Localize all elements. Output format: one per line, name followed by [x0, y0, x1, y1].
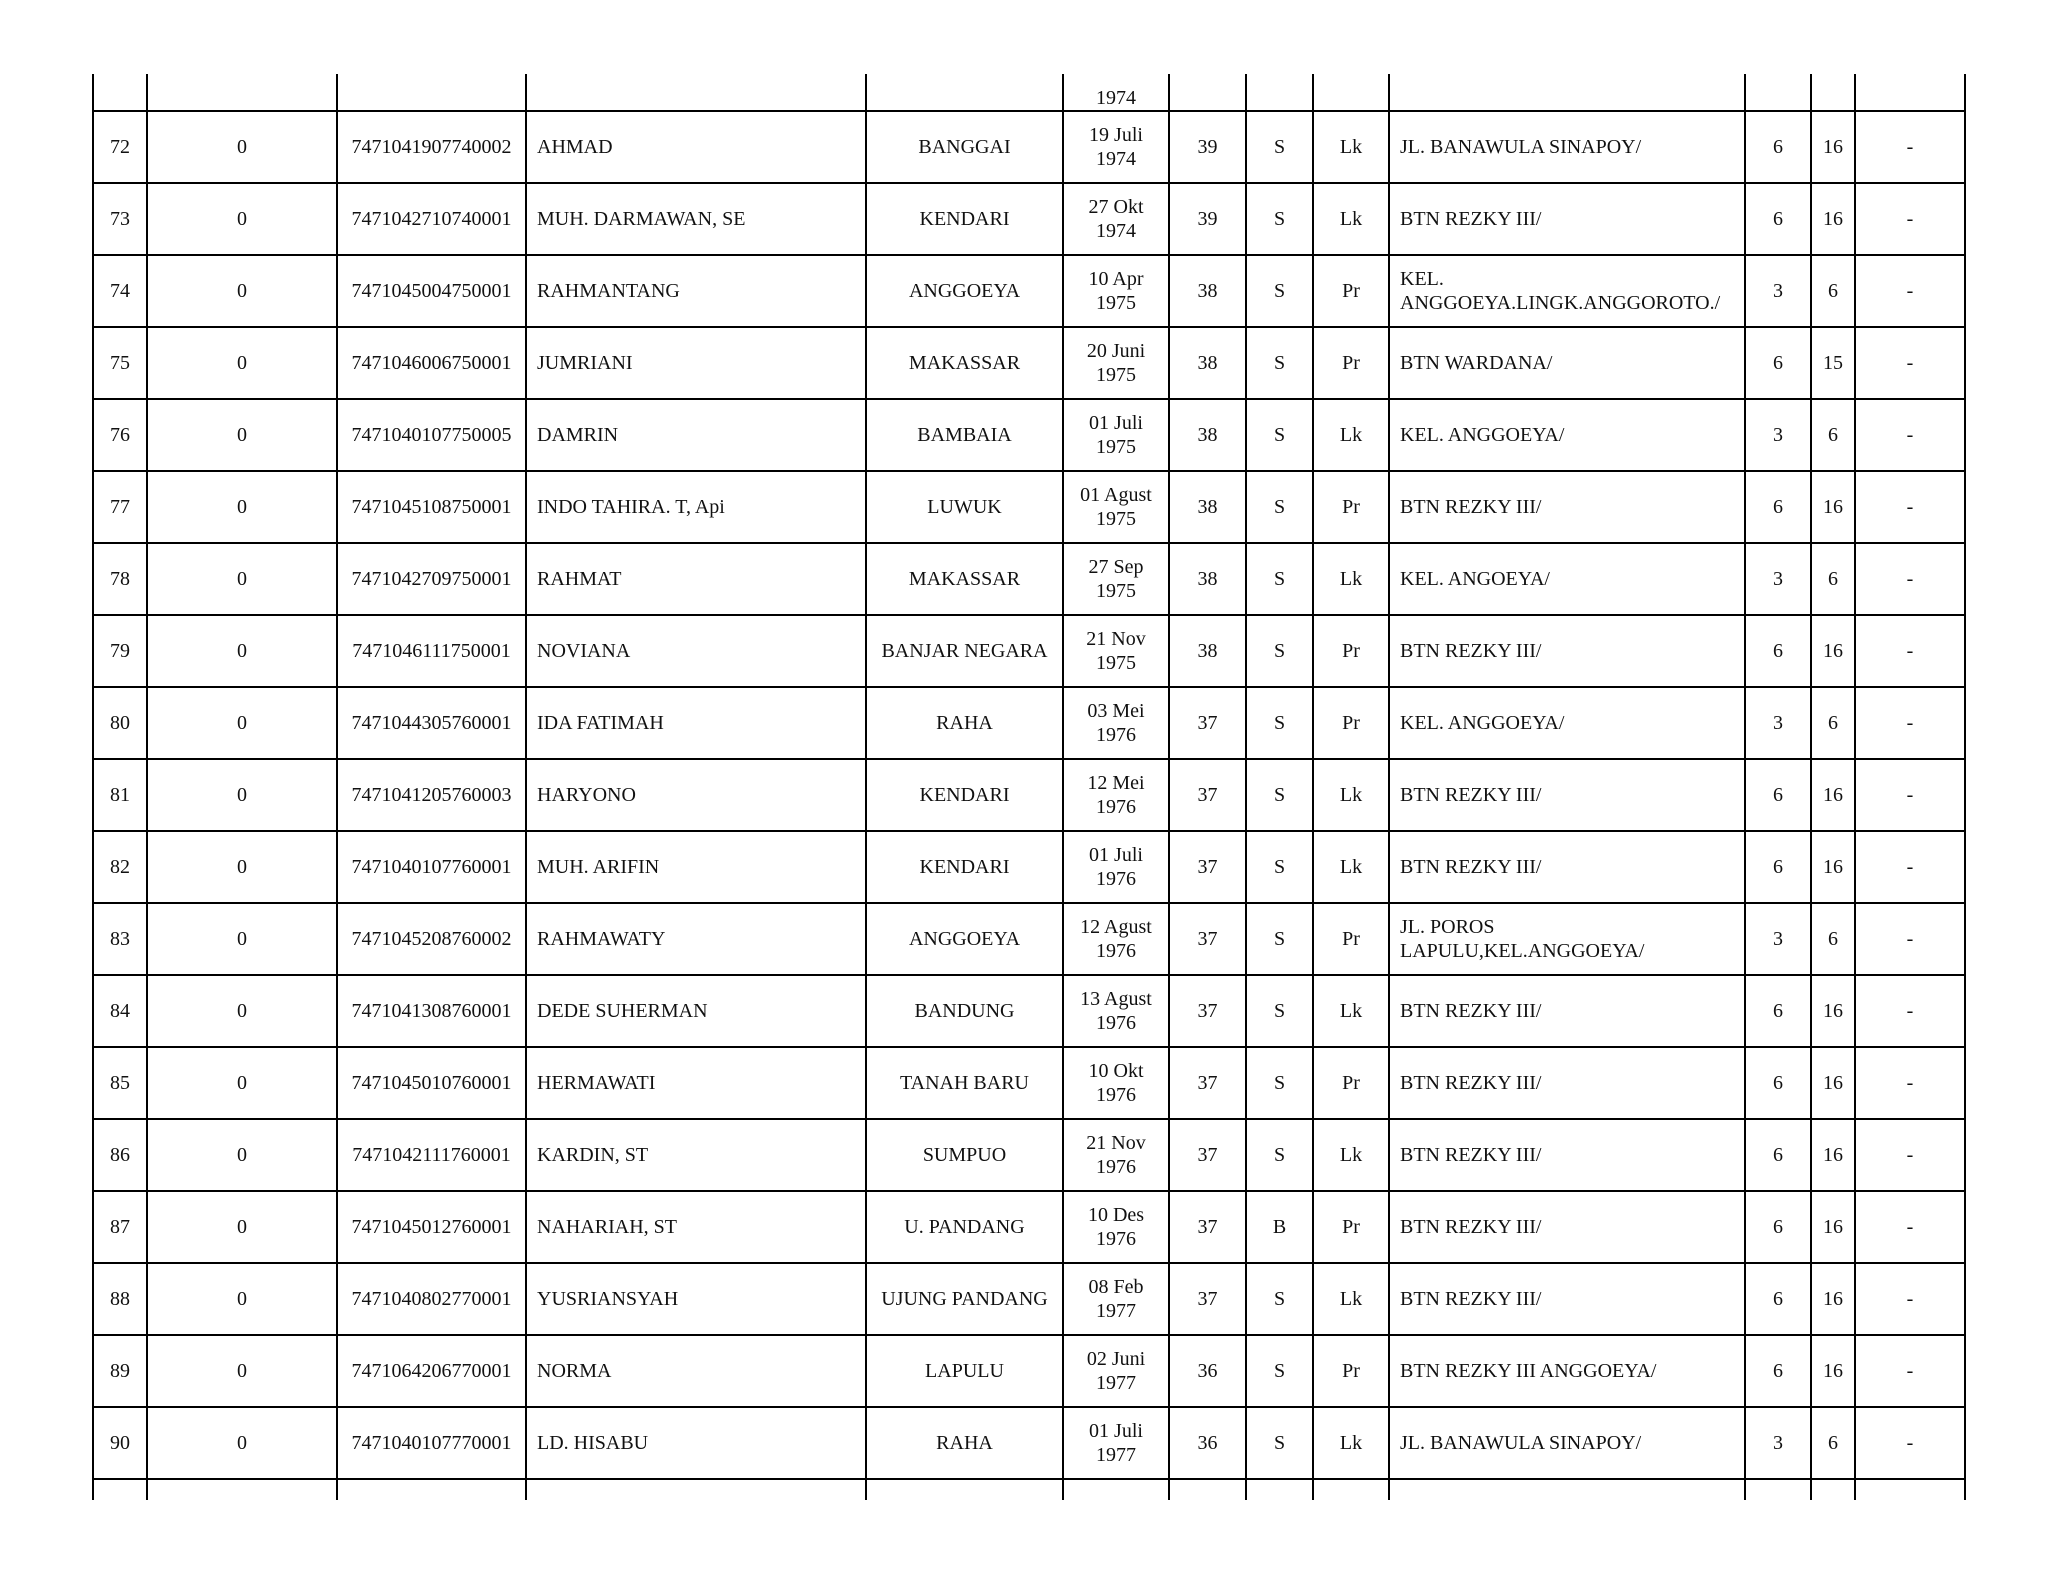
- cell-empty: [1063, 1479, 1169, 1500]
- cell-birthdate: 01 Juli 1975: [1063, 399, 1169, 471]
- cell-no: 81: [93, 759, 147, 831]
- cell-rt: 6: [1745, 1335, 1811, 1407]
- cell-marital-status: S: [1246, 615, 1313, 687]
- cell-rw: 16: [1811, 1191, 1855, 1263]
- cell-gender: Lk: [1313, 975, 1389, 1047]
- cell-nkk-flag: 0: [147, 759, 337, 831]
- cell-birthdate: 01 Juli 1977: [1063, 1407, 1169, 1479]
- cell-no: 89: [93, 1335, 147, 1407]
- cell-no: 86: [93, 1119, 147, 1191]
- table-row: [93, 1119, 1965, 1191]
- cell-no: 75: [93, 327, 147, 399]
- cell-marital-status: [1246, 74, 1313, 111]
- cell-nik: 7471044305760001: [337, 687, 526, 759]
- cell-name: RAHMAWATY: [526, 903, 866, 975]
- cell-birthplace: BANGGAI: [866, 111, 1063, 183]
- cell-rw: 6: [1811, 903, 1855, 975]
- cell-note: -: [1855, 1047, 1965, 1119]
- table-row: [93, 255, 1965, 327]
- cell-marital-status: S: [1246, 399, 1313, 471]
- cell-address: KEL. ANGGOEYA/: [1389, 399, 1745, 471]
- cell-rw: 16: [1811, 1335, 1855, 1407]
- cell-rt: 3: [1745, 687, 1811, 759]
- cell-rw: [1811, 74, 1855, 111]
- cell-marital-status: S: [1246, 1407, 1313, 1479]
- cell-empty: [1169, 1479, 1246, 1500]
- cell-empty: [93, 1479, 147, 1500]
- cell-name: JUMRIANI: [526, 327, 866, 399]
- cell-marital-status: S: [1246, 1335, 1313, 1407]
- cell-rt: 6: [1745, 471, 1811, 543]
- cell-rt: [1745, 74, 1811, 111]
- cell-birthdate: 20 Juni 1975: [1063, 327, 1169, 399]
- cell-birthdate: 1974: [1063, 74, 1169, 111]
- cell-no: 72: [93, 111, 147, 183]
- cell-name: NOVIANA: [526, 615, 866, 687]
- table-row: [93, 1263, 1965, 1335]
- cell-note: -: [1855, 111, 1965, 183]
- cell-birthdate: 27 Okt 1974: [1063, 183, 1169, 255]
- cell-birthplace: LUWUK: [866, 471, 1063, 543]
- cell-gender: Lk: [1313, 1119, 1389, 1191]
- cell-empty: [866, 1479, 1063, 1500]
- cell-birthplace: KENDARI: [866, 183, 1063, 255]
- cell-address: BTN REZKY III ANGGOEYA/: [1389, 1335, 1745, 1407]
- cell-address: JL. BANAWULA SINAPOY/: [1389, 1407, 1745, 1479]
- cell-rt: 6: [1745, 615, 1811, 687]
- cell-age: 38: [1169, 327, 1246, 399]
- cell-nik: 7471042709750001: [337, 543, 526, 615]
- cell-marital-status: S: [1246, 1047, 1313, 1119]
- cell-address: BTN REZKY III/: [1389, 615, 1745, 687]
- cell-age: 37: [1169, 831, 1246, 903]
- cell-name: YUSRIANSYAH: [526, 1263, 866, 1335]
- cell-rw: 6: [1811, 687, 1855, 759]
- cell-birthdate: 19 Juli 1974: [1063, 111, 1169, 183]
- cell-rw: 6: [1811, 1407, 1855, 1479]
- cell-gender: Lk: [1313, 759, 1389, 831]
- cell-nik: 7471040107770001: [337, 1407, 526, 1479]
- cell-marital-status: S: [1246, 903, 1313, 975]
- resident-register-table: [92, 74, 1966, 1500]
- cell-rt: 6: [1745, 975, 1811, 1047]
- cell-birthplace: U. PANDANG: [866, 1191, 1063, 1263]
- cell-marital-status: S: [1246, 831, 1313, 903]
- cell-note: -: [1855, 1119, 1965, 1191]
- cell-no: 90: [93, 1407, 147, 1479]
- cell-birthdate: 01 Agust 1975: [1063, 471, 1169, 543]
- cell-nik: [337, 74, 526, 111]
- cell-rt: 3: [1745, 1407, 1811, 1479]
- cell-birthdate: 21 Nov 1976: [1063, 1119, 1169, 1191]
- cell-name: AHMAD: [526, 111, 866, 183]
- cell-no: 76: [93, 399, 147, 471]
- cell-note: -: [1855, 615, 1965, 687]
- cell-nkk-flag: 0: [147, 111, 337, 183]
- cell-address: BTN REZKY III/: [1389, 975, 1745, 1047]
- cell-rw: 16: [1811, 183, 1855, 255]
- cell-marital-status: S: [1246, 759, 1313, 831]
- table-row: [93, 615, 1965, 687]
- table-row: [93, 1335, 1965, 1407]
- cell-name: HERMAWATI: [526, 1047, 866, 1119]
- cell-gender: [1313, 74, 1389, 111]
- cell-note: -: [1855, 255, 1965, 327]
- cell-address: KEL. ANGOEYA/: [1389, 543, 1745, 615]
- cell-birthplace: BAMBAIA: [866, 399, 1063, 471]
- cell-birthplace: TANAH BARU: [866, 1047, 1063, 1119]
- cell-rt: 3: [1745, 399, 1811, 471]
- cell-rt: 6: [1745, 1191, 1811, 1263]
- cell-nkk-flag: 0: [147, 1191, 337, 1263]
- cell-note: -: [1855, 975, 1965, 1047]
- cell-nik: 7471041205760003: [337, 759, 526, 831]
- cell-nkk-flag: 0: [147, 399, 337, 471]
- cell-birthdate: 10 Apr 1975: [1063, 255, 1169, 327]
- cell-no: 77: [93, 471, 147, 543]
- cell-empty: [1745, 1479, 1811, 1500]
- cell-rt: 6: [1745, 759, 1811, 831]
- cell-nkk-flag: 0: [147, 1263, 337, 1335]
- cell-empty: [1811, 1479, 1855, 1500]
- cell-address: BTN REZKY III/: [1389, 183, 1745, 255]
- cell-age: 38: [1169, 255, 1246, 327]
- cell-birthdate: 10 Okt 1976: [1063, 1047, 1169, 1119]
- cell-birthplace: BANDUNG: [866, 975, 1063, 1047]
- cell-nkk-flag: 0: [147, 903, 337, 975]
- table-row: [93, 687, 1965, 759]
- table-row: [93, 975, 1965, 1047]
- cell-rw: 16: [1811, 471, 1855, 543]
- cell-gender: Pr: [1313, 327, 1389, 399]
- cell-address: KEL. ANGGOEYA.LINGK.ANGGOROTO./: [1389, 255, 1745, 327]
- cell-age: 38: [1169, 543, 1246, 615]
- cell-no: 79: [93, 615, 147, 687]
- cell-nik: 7471064206770001: [337, 1335, 526, 1407]
- cell-no: 82: [93, 831, 147, 903]
- cell-name: [526, 74, 866, 111]
- cell-gender: Pr: [1313, 687, 1389, 759]
- cell-marital-status: S: [1246, 111, 1313, 183]
- cell-birthdate: 02 Juni 1977: [1063, 1335, 1169, 1407]
- cell-nik: 7471046111750001: [337, 615, 526, 687]
- cell-empty: [1313, 1479, 1389, 1500]
- cell-rt: 6: [1745, 1047, 1811, 1119]
- cell-name: IDA FATIMAH: [526, 687, 866, 759]
- cell-rw: 6: [1811, 255, 1855, 327]
- cell-no: 83: [93, 903, 147, 975]
- cell-address: BTN REZKY III/: [1389, 831, 1745, 903]
- cell-note: -: [1855, 903, 1965, 975]
- table-row: [93, 543, 1965, 615]
- cell-address: BTN REZKY III/: [1389, 759, 1745, 831]
- cell-gender: Pr: [1313, 255, 1389, 327]
- table-row: [93, 111, 1965, 183]
- cell-gender: Pr: [1313, 471, 1389, 543]
- cell-note: -: [1855, 543, 1965, 615]
- cell-name: RAHMAT: [526, 543, 866, 615]
- table-row: [93, 759, 1965, 831]
- cell-birthplace: LAPULU: [866, 1335, 1063, 1407]
- cell-nik: 7471046006750001: [337, 327, 526, 399]
- cell-nik: 7471045108750001: [337, 471, 526, 543]
- cell-age: 38: [1169, 399, 1246, 471]
- cell-note: -: [1855, 327, 1965, 399]
- cell-nkk-flag: 0: [147, 1119, 337, 1191]
- table-row: [93, 1191, 1965, 1263]
- cell-age: 37: [1169, 903, 1246, 975]
- cell-age: 37: [1169, 1119, 1246, 1191]
- cell-nkk-flag: 0: [147, 1335, 337, 1407]
- cell-rw: 16: [1811, 111, 1855, 183]
- cell-birthplace: SUMPUO: [866, 1119, 1063, 1191]
- cell-rt: 6: [1745, 831, 1811, 903]
- cell-rw: 6: [1811, 399, 1855, 471]
- cell-nik: 7471042710740001: [337, 183, 526, 255]
- cell-gender: Lk: [1313, 831, 1389, 903]
- cell-name: NORMA: [526, 1335, 866, 1407]
- cell-birthdate: 10 Des 1976: [1063, 1191, 1169, 1263]
- cell-address: KEL. ANGGOEYA/: [1389, 687, 1745, 759]
- cell-nkk-flag: 0: [147, 543, 337, 615]
- cell-gender: Lk: [1313, 111, 1389, 183]
- cell-note: -: [1855, 183, 1965, 255]
- cell-rw: 16: [1811, 975, 1855, 1047]
- cell-empty: [1389, 1479, 1745, 1500]
- cell-nkk-flag: [147, 74, 337, 111]
- cell-empty: [147, 1479, 337, 1500]
- cell-gender: Lk: [1313, 543, 1389, 615]
- cell-no: [93, 74, 147, 111]
- cell-marital-status: S: [1246, 255, 1313, 327]
- cell-birthplace: ANGGOEYA: [866, 255, 1063, 327]
- cell-rt: 6: [1745, 1119, 1811, 1191]
- cell-address: BTN REZKY III/: [1389, 471, 1745, 543]
- cell-marital-status: S: [1246, 1119, 1313, 1191]
- cell-rw: 16: [1811, 615, 1855, 687]
- cell-birthdate: 13 Agust 1976: [1063, 975, 1169, 1047]
- cell-birthplace: RAHA: [866, 1407, 1063, 1479]
- cell-gender: Pr: [1313, 615, 1389, 687]
- cell-marital-status: S: [1246, 183, 1313, 255]
- cell-nik: 7471045012760001: [337, 1191, 526, 1263]
- cell-birthdate: 08 Feb 1977: [1063, 1263, 1169, 1335]
- table-row: [93, 1407, 1965, 1479]
- cell-name: RAHMANTANG: [526, 255, 866, 327]
- cell-no: 85: [93, 1047, 147, 1119]
- cell-age: 36: [1169, 1335, 1246, 1407]
- cell-rw: 16: [1811, 759, 1855, 831]
- cell-marital-status: B: [1246, 1191, 1313, 1263]
- cell-age: 38: [1169, 471, 1246, 543]
- cell-nkk-flag: 0: [147, 255, 337, 327]
- cell-rt: 6: [1745, 327, 1811, 399]
- cell-rw: 6: [1811, 543, 1855, 615]
- cell-nik: 7471040107760001: [337, 831, 526, 903]
- cell-marital-status: S: [1246, 975, 1313, 1047]
- cell-birthplace: MAKASSAR: [866, 543, 1063, 615]
- cell-name: LD. HISABU: [526, 1407, 866, 1479]
- cell-nik: 7471041308760001: [337, 975, 526, 1047]
- cell-birthplace: BANJAR NEGARA: [866, 615, 1063, 687]
- cell-rt: 3: [1745, 255, 1811, 327]
- cell-note: -: [1855, 1407, 1965, 1479]
- cell-age: 37: [1169, 1047, 1246, 1119]
- cell-rw: 16: [1811, 831, 1855, 903]
- cell-name: NAHARIAH, ST: [526, 1191, 866, 1263]
- cell-nik: 7471045208760002: [337, 903, 526, 975]
- table-row: [93, 471, 1965, 543]
- cell-nik: 7471045010760001: [337, 1047, 526, 1119]
- cell-no: 84: [93, 975, 147, 1047]
- cell-note: -: [1855, 831, 1965, 903]
- cell-nik: 7471045004750001: [337, 255, 526, 327]
- cell-address: [1389, 74, 1745, 111]
- cell-rt: 3: [1745, 903, 1811, 975]
- cell-address: BTN REZKY III/: [1389, 1119, 1745, 1191]
- cell-no: 88: [93, 1263, 147, 1335]
- cell-marital-status: S: [1246, 471, 1313, 543]
- cell-no: 78: [93, 543, 147, 615]
- cell-empty: [337, 1479, 526, 1500]
- cell-rw: 16: [1811, 1047, 1855, 1119]
- cell-rw: 16: [1811, 1263, 1855, 1335]
- table-row: [93, 399, 1965, 471]
- cell-empty: [1246, 1479, 1313, 1500]
- cell-marital-status: S: [1246, 543, 1313, 615]
- cell-name: MUH. DARMAWAN, SE: [526, 183, 866, 255]
- cell-gender: Lk: [1313, 1263, 1389, 1335]
- cell-age: 39: [1169, 111, 1246, 183]
- cell-no: 73: [93, 183, 147, 255]
- cell-nik: 7471040107750005: [337, 399, 526, 471]
- cell-rt: 3: [1745, 543, 1811, 615]
- cell-name: KARDIN, ST: [526, 1119, 866, 1191]
- cell-birthdate: 27 Sep 1975: [1063, 543, 1169, 615]
- cell-gender: Pr: [1313, 1047, 1389, 1119]
- cell-birthdate: 03 Mei 1976: [1063, 687, 1169, 759]
- table-row: [93, 183, 1965, 255]
- table-row: [93, 831, 1965, 903]
- cell-gender: Pr: [1313, 1191, 1389, 1263]
- cell-name: DEDE SUHERMAN: [526, 975, 866, 1047]
- cell-name: HARYONO: [526, 759, 866, 831]
- cell-no: 87: [93, 1191, 147, 1263]
- cell-birthplace: ANGGOEYA: [866, 903, 1063, 975]
- cell-empty: [1855, 1479, 1965, 1500]
- cell-age: 37: [1169, 1191, 1246, 1263]
- cell-no: 74: [93, 255, 147, 327]
- cell-age: 37: [1169, 687, 1246, 759]
- cell-age: 38: [1169, 615, 1246, 687]
- cell-gender: Lk: [1313, 183, 1389, 255]
- table-row: [93, 1047, 1965, 1119]
- cell-age: 37: [1169, 759, 1246, 831]
- cell-birthplace: RAHA: [866, 687, 1063, 759]
- table-row-continues: [93, 1479, 1965, 1500]
- cell-age: 37: [1169, 1263, 1246, 1335]
- cell-nkk-flag: 0: [147, 1047, 337, 1119]
- cell-nkk-flag: 0: [147, 975, 337, 1047]
- cell-rt: 6: [1745, 111, 1811, 183]
- cell-nkk-flag: 0: [147, 687, 337, 759]
- cell-nkk-flag: 0: [147, 327, 337, 399]
- cell-note: [1855, 74, 1965, 111]
- cell-birthplace: UJUNG PANDANG: [866, 1263, 1063, 1335]
- cell-nkk-flag: 0: [147, 183, 337, 255]
- cell-rw: 16: [1811, 1119, 1855, 1191]
- cell-birthdate: 01 Juli 1976: [1063, 831, 1169, 903]
- cell-name: DAMRIN: [526, 399, 866, 471]
- cell-gender: Pr: [1313, 903, 1389, 975]
- cell-marital-status: S: [1246, 687, 1313, 759]
- cell-name: INDO TAHIRA. T, Api: [526, 471, 866, 543]
- cell-birthdate: 12 Mei 1976: [1063, 759, 1169, 831]
- cell-age: 39: [1169, 183, 1246, 255]
- cell-birthplace: KENDARI: [866, 759, 1063, 831]
- cell-birthdate: 21 Nov 1975: [1063, 615, 1169, 687]
- cell-gender: Pr: [1313, 1335, 1389, 1407]
- cell-nkk-flag: 0: [147, 615, 337, 687]
- cell-marital-status: S: [1246, 327, 1313, 399]
- cell-nik: 7471042111760001: [337, 1119, 526, 1191]
- cell-age: 36: [1169, 1407, 1246, 1479]
- cell-birthdate: 12 Agust 1976: [1063, 903, 1169, 975]
- table-row: [93, 903, 1965, 975]
- cell-note: -: [1855, 471, 1965, 543]
- cell-note: -: [1855, 759, 1965, 831]
- cell-age: 37: [1169, 975, 1246, 1047]
- cell-no: 80: [93, 687, 147, 759]
- cell-nkk-flag: 0: [147, 471, 337, 543]
- cell-nkk-flag: 0: [147, 831, 337, 903]
- cell-address: BTN REZKY III/: [1389, 1191, 1745, 1263]
- cell-birthplace: [866, 74, 1063, 111]
- cell-address: BTN REZKY III/: [1389, 1047, 1745, 1119]
- cell-birthplace: KENDARI: [866, 831, 1063, 903]
- cell-note: -: [1855, 1263, 1965, 1335]
- cell-nik: 7471040802770001: [337, 1263, 526, 1335]
- table-body: [93, 74, 1965, 1500]
- table-row: [93, 327, 1965, 399]
- cell-address: JL. BANAWULA SINAPOY/: [1389, 111, 1745, 183]
- cell-marital-status: S: [1246, 1263, 1313, 1335]
- cell-address: JL. POROS LAPULU,KEL.ANGGOEYA/: [1389, 903, 1745, 975]
- table-row-continued: [93, 74, 1965, 111]
- cell-address: BTN WARDANA/: [1389, 327, 1745, 399]
- cell-note: -: [1855, 687, 1965, 759]
- cell-rt: 6: [1745, 183, 1811, 255]
- cell-birthplace: MAKASSAR: [866, 327, 1063, 399]
- cell-rw: 15: [1811, 327, 1855, 399]
- cell-gender: Lk: [1313, 399, 1389, 471]
- cell-empty: [526, 1479, 866, 1500]
- cell-name: MUH. ARIFIN: [526, 831, 866, 903]
- cell-age: [1169, 74, 1246, 111]
- cell-nkk-flag: 0: [147, 1407, 337, 1479]
- cell-gender: Lk: [1313, 1407, 1389, 1479]
- cell-note: -: [1855, 399, 1965, 471]
- cell-note: -: [1855, 1191, 1965, 1263]
- cell-note: -: [1855, 1335, 1965, 1407]
- cell-nik: 7471041907740002: [337, 111, 526, 183]
- cell-address: BTN REZKY III/: [1389, 1263, 1745, 1335]
- cell-rt: 6: [1745, 1263, 1811, 1335]
